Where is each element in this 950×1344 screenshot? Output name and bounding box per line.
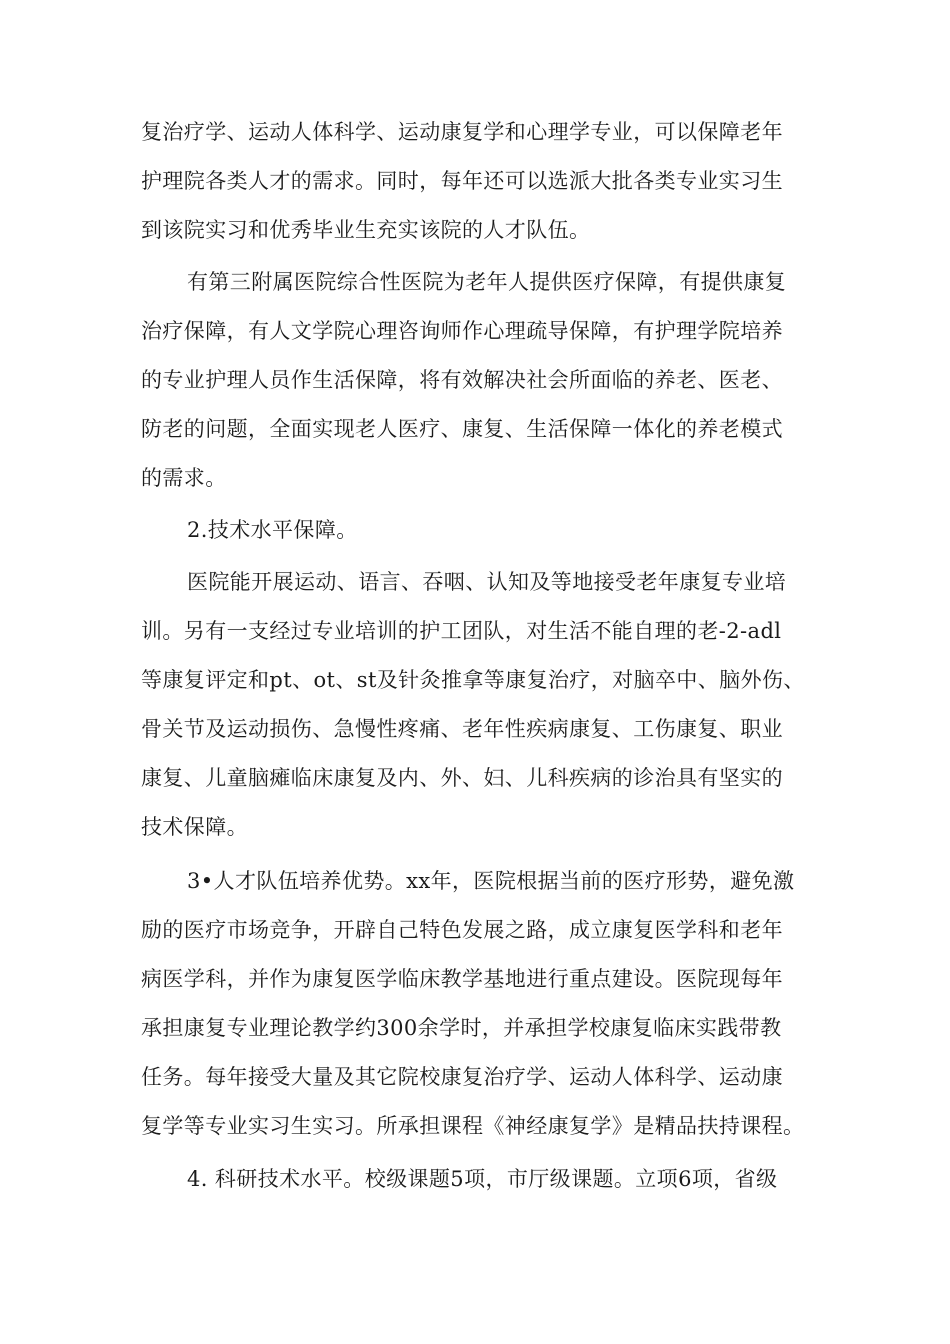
paragraph-start: 4. 科研技术水平。校级课题5项，市厅级课题。立项6项，省级 (187, 1167, 778, 1191)
text-line: 治疗保障，有人文学院心理咨询师作心理疏导保障，有护理学院培养 (141, 319, 783, 343)
paragraph-start: 医院能开展运动、语言、吞咽、认知及等地接受老年康复专业培 (187, 570, 787, 594)
text-line: 复治疗学、运动人体科学、运动康复学和心理学专业，可以保障老年 (141, 120, 783, 144)
text-line: 到该院实习和优秀毕业生充实该院的人才队伍。 (141, 218, 591, 242)
text-line: 任务。每年接受大量及其它院校康复治疗学、运动人体科学、运动康 (141, 1065, 783, 1089)
text-line: 病医学科，并作为康复医学临床教学基地进行重点建设。医院现每年 (141, 967, 783, 991)
text-line: 训。另有一支经过专业培训的护工团队，对生活不能自理的老-2-adl (141, 619, 782, 643)
text-line: 康复、儿童脑瘫临床康复及内、外、妇、儿科疾病的诊治具有坚实的 (141, 766, 783, 790)
text-line: 护理院各类人才的需求。同时，每年还可以选派大批各类专业实习生 (141, 169, 783, 193)
text-line: 技术保障。 (141, 815, 248, 839)
text-line: 等康复评定和pt、ot、st及针灸推拿等康复治疗，对脑卒中、脑外伤、 (141, 668, 805, 692)
text-line: 复学等专业实习生实习。所承担课程《神经康复学》是精品扶持课程。 (141, 1114, 805, 1138)
paragraph-start: 3•人才队伍培养优势。xx年，医院根据当前的医疗形势，避免激 (187, 869, 795, 893)
text-line: 防老的问题，全面实现老人医疗、康复、生活保障一体化的养老模式 (141, 417, 783, 441)
text-line: 承担康复专业理论教学约300余学时，并承担学校康复临床实践带教 (141, 1016, 782, 1040)
text-line: 骨关节及运动损伤、急慢性疼痛、老年性疾病康复、工伤康复、职业 (141, 717, 783, 741)
text-line: 的专业护理人员作生活保障，将有效解决社会所面临的养老、医老、 (141, 368, 783, 392)
text-line: 励的医疗市场竞争，开辟自己特色发展之路，成立康复医学科和老年 (141, 918, 783, 942)
section-heading: 2.技术水平保障。 (187, 518, 358, 542)
paragraph-start: 有第三附属医院综合性医院为老年人提供医疗保障，有提供康复 (187, 270, 787, 294)
text-line: 的需求。 (141, 466, 227, 490)
